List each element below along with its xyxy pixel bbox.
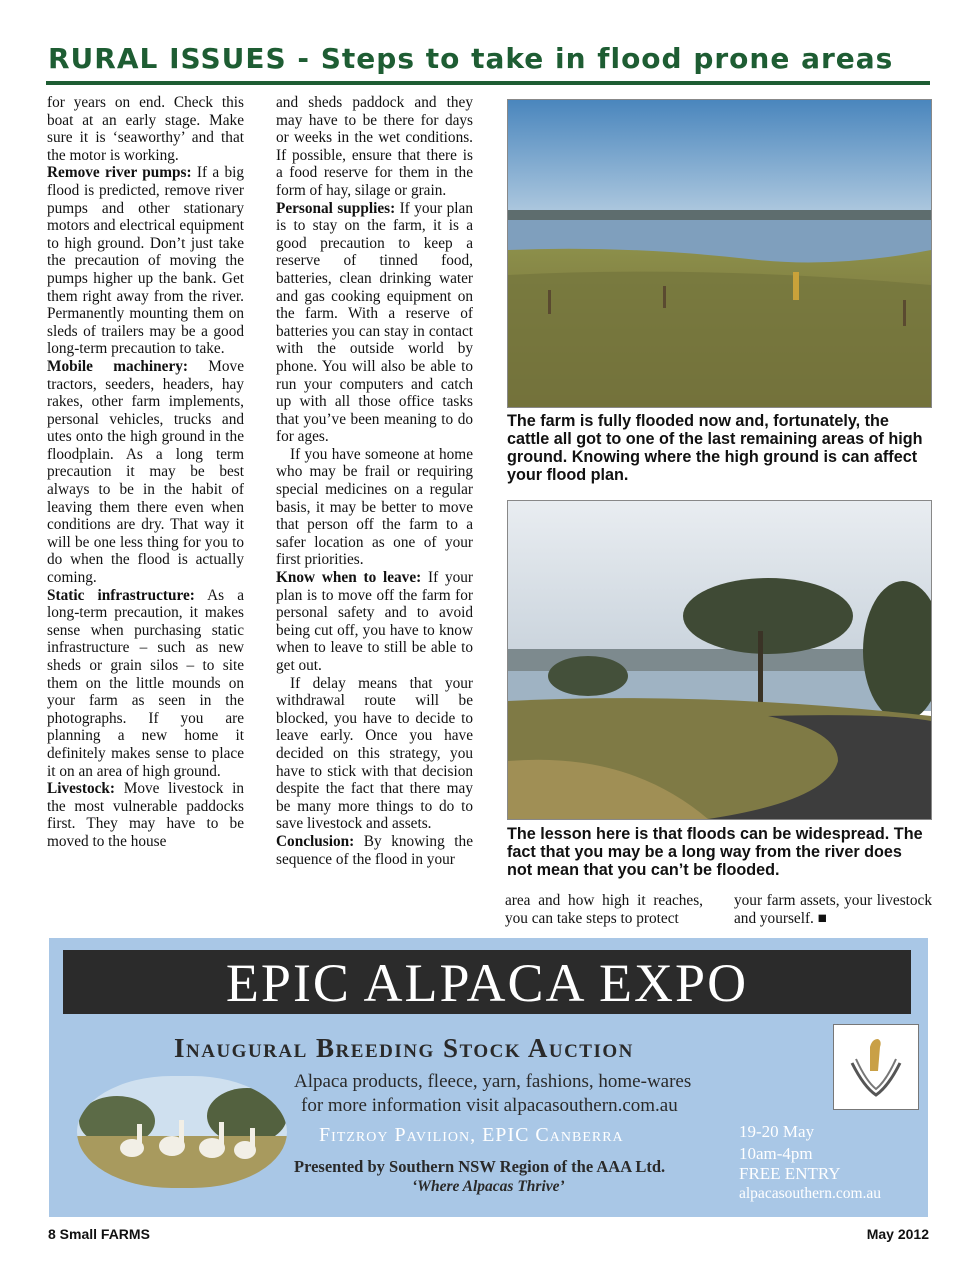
subheading: Mobile machinery: bbox=[47, 357, 188, 375]
paragraph: Conclusion: By knowing the sequence of the flood in your bbox=[276, 832, 473, 868]
subheading: Static infrastructure: bbox=[47, 586, 195, 604]
ad-products-line: Alpaca products, fleece, yarn, fashions, home-wares bbox=[294, 1071, 692, 1092]
photo-caption: The lesson here is that floods can be widespread. The fact that you may be a long way from the river does not mean that you can’t be flooded. bbox=[507, 825, 923, 879]
article-column-1 bbox=[47, 94, 244, 851]
ad-entry: FREE ENTRY bbox=[739, 1164, 841, 1183]
photo-caption: The farm is fully flooded now and, fortunately, the cattle all got to one of the last remaining areas of high ground. Knowing where the high ground is can affect your flood plan. bbox=[507, 412, 923, 484]
paragraph: for years on end. Check this boat at an early stage. Make sure it is ‘seaworthy’ and that the motor is working. bbox=[47, 94, 244, 164]
paragraph: Know when to leave: If your plan is to move off the farm for personal safety and to avoid being cut off, you have to know when to leave to still be able to get out. bbox=[276, 569, 473, 674]
alpaca-photo bbox=[77, 1076, 287, 1188]
ad-subtitle: Inaugural Breeding Stock Auction bbox=[174, 1033, 634, 1063]
paragraph: Mobile machinery: Move tractors, seeders, headers, hay rakes, other farm implements, personal vehicles, trucks and utes onto the high ground in the floodplain. As a long term precaution it may be best always to be in the habit of leaving them there even when conditions are dry. That way it will be one less thing for you to do when the flood is actually coming. bbox=[47, 357, 244, 587]
page-headline: RURAL ISSUES - Steps to take in flood prone areas bbox=[48, 42, 894, 75]
subheading: Personal supplies: bbox=[276, 199, 396, 217]
footer-date: May 2012 bbox=[866, 1226, 929, 1242]
ad-presenter: Presented by Southern NSW Region of the AAA Ltd. bbox=[294, 1157, 666, 1176]
paragraph: Remove river pumps: If a big flood is predicted, remove river pumps and other stationary motors and electrical equipment to high ground. Don’t just take the precaution of moving the pumps higher up the bank. Get them right away from the river. Permanently mounting them on sleds of trailers may be a good long-term precaution to take. bbox=[47, 164, 245, 358]
flooded-road-photo bbox=[507, 500, 932, 820]
ad-dates: 19-20 May bbox=[739, 1122, 815, 1141]
paragraph: area and how high it reaches, you can take steps to protect bbox=[505, 892, 703, 927]
ad-website: alpacasouthern.com.au bbox=[739, 1185, 882, 1202]
alpaca-association-logo bbox=[833, 1024, 919, 1110]
alpaca-expo-advert bbox=[49, 938, 928, 1217]
ad-title: EPIC ALPACA EXPO bbox=[225, 953, 749, 1013]
headline-rule bbox=[46, 81, 930, 85]
article-column-3a bbox=[505, 892, 703, 927]
footer-page-label: 8 Small FARMS bbox=[48, 1226, 150, 1242]
subheading: Livestock: bbox=[47, 780, 115, 798]
ad-info-line: for more information visit alpacasouthern.com.au bbox=[301, 1095, 678, 1116]
paragraph: If you have someone at home who may be frail or requiring special medicines on a regular basis, it may be better to move that person off the farm to a safer location as one of your first priorities. bbox=[276, 445, 473, 569]
paragraph: If delay means that your withdrawal route will be blocked, you have to decide to leave early. Once you have decided on this strategy, you have to stick with that decision despite the fact that there may be many more things to do to save livestock and assets. bbox=[276, 674, 473, 833]
article-column-2 bbox=[276, 94, 473, 868]
article-column-3b bbox=[734, 892, 932, 927]
ad-title-band bbox=[63, 950, 911, 1014]
paragraph: your farm assets, your livestock and yourself. ■ bbox=[734, 892, 932, 927]
flooded-farm-photo bbox=[507, 99, 932, 408]
ad-motto: ‘Where Alpacas Thrive’ bbox=[412, 1178, 565, 1195]
subheading: Know when to leave: bbox=[276, 569, 422, 587]
subheading: Remove river pumps: bbox=[47, 164, 192, 182]
ad-venue: Fitzroy Pavilion, EPIC Canberra bbox=[319, 1124, 624, 1146]
paragraph: Livestock: Move livestock in the most vulnerable paddocks first. They may have to be moved to the house bbox=[47, 780, 244, 850]
paragraph: Static infrastructure: As a long-term precaution, it makes sense when purchasing static infrastructure – such as new sheds or grain silos – to site them on the little mounds on your farm as seen in the photographs. If you are planning a new home it definitely makes sense to place it on an area of high ground. bbox=[47, 586, 244, 780]
subheading: Conclusion: bbox=[276, 832, 355, 850]
paragraph: and sheds paddock and they may have to be there for days or weeks in the wet conditions. If possible, ensure that there is a food reserve for them in the form of hay, silage or grain. bbox=[276, 94, 473, 199]
ad-hours: 10am-4pm bbox=[739, 1144, 813, 1163]
paragraph: Personal supplies: If your plan is to stay on the farm, it is a good precaution to keep a reserve of tinned food, batteries, clean drinking water and gas cooking equipment on the farm. With a reserve of batteries you can stay in contact with the outside world by phone. You will also be able to run your computers and catch up with all those office tasks that you’ve been meaning to do for ages. bbox=[276, 199, 473, 446]
